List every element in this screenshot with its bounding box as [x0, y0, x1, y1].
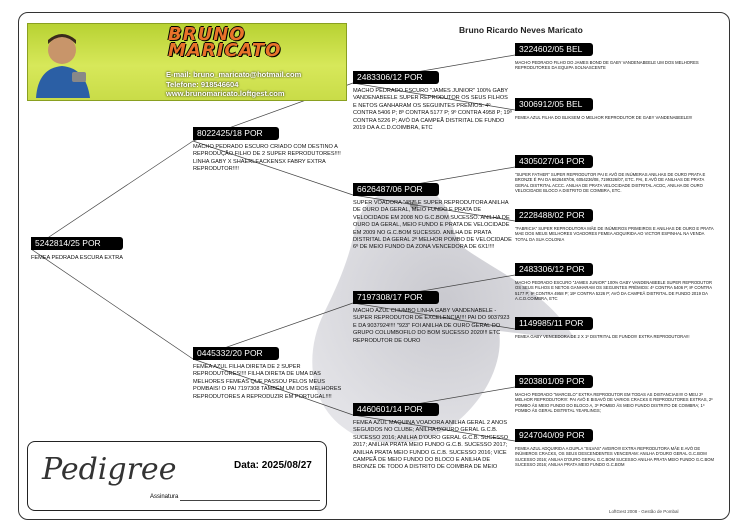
great-grandparent-description-5: MACHO PEDRADO ESCURO "JAMES JUNIOR" 100% GABY VANDENABEELE SUPER REPRODUTOR OS SEUS FILHOS E NETOS GANHARAM OS SEGUINTES PRÉMIOS: 4º CONTRA 5406 P; 8º CONTRA 5177 P; 9º CONTRA 4958 P; 19º CONTRA 5226 P; AVÓ DA CAMPEÃ DISTRITAL DE FUNDO 2019 DA A.C.D.COIMBRA, ETC [515, 280, 713, 302]
great-grandparent-description-6: FEMEA GABY VENCEDORA DE 2 X 1º DISTRITAL DE FUNDO!!! EXTRA REPRODUTORA!!! [515, 334, 690, 339]
grandparent-description-3: MACHO AZUL CHUMBO LINHA GABY VANDENABELE - SUPER REPRODUTOR DE EXCELENCIA!!!! PAI DO 9037923 E DA 9037924!!!! "923" FOI ANILHA DE OURO GERAL DO GRUPO COLUMBOFILO DO BOM SUCESSO 2020!!! ETC REPRODUTOR DE OURO [353, 308, 510, 344]
breeder-website: www.brunomaricato.loftgest.com [166, 89, 285, 98]
owner-name: Bruno Ricardo Neves Maricato [459, 25, 583, 35]
great-grandparent-description-7: MACHO PEDRADO "MARCELO" EXTRA REPRODUTOR EM TODAS AS DISTANCIAS!!!! O MEU 2º MELHOR REPRODUTOR!!!: PAI AVÔ E BISAVÔ DE VARIOS CRACKS E REPRODUTORES EXTRAS, 2º POMBO ÁS MEIO FUNDO DO BLOCO A, 3º POMBO ÁS MEIO FUNDO DISTRITO DE COIMBRA; 1º POMBO ÁS GERAL DISTRITAL YEARLINGS; [515, 392, 713, 414]
signature-label: Assinatura [150, 494, 179, 500]
great-grandparent-description-3: "SUPER FATHER" SUPER REPRODUTOR PAI E AVÔ DE INÚMERAS ANILHAS DE OURO PRATA E BRONZE É PAI DA 6626487/06, 6054236/08, 7199326/07, ETC. PAI, E AVÔ DE ANILHAS DE PRATA GERAL DISTRITAL ACCC. ANILHA DE PRATA VELOCIDADE DISTRITAL ACDC, ANILHA DE OURO VELOCIDADE BLOCO A DISTRITO DE COIMBRA, ETC. [515, 172, 706, 194]
great-grandparent-ring-8: 9247040/09 POR [515, 429, 593, 442]
software-credit: LoftGest 2008 - Gestão de Pombal [609, 509, 679, 514]
pedigree-sheet [18, 12, 730, 520]
breeder-phone: Telefone: 918546604 [166, 80, 239, 89]
sire-description: MACHO PEDRADO ESCURO CRIADO COM DESTINO A REPRODUÇÃO FILHO DE 2 SUPER REPRODUTORES!!!! LINHA GABY X SHAERLEACKENSX FABRY EXTRA REPRODUTOR!!!! [193, 144, 341, 173]
sire-ring: 8022425/18 POR [193, 127, 279, 140]
great-grandparent-description-8: FEMEA AZUL ADQUIRIDA A DUPLA "SILVAS" AVEIRO!!! EXTRA REPRODUTORA MÃE E AVÓ DE INÚMEROS CRACKS, OS SEUS DESCENDENTES VENCERAM: ANILHA D'OURO GERAL G.C.BOM SUCESSO 2016; ANILHA D'OURO GERAL G.C.BOM SUCESSO ANILHA PRATA MEIO FUNDO G.C.BOM SUCESSO 2016; ANILHA PRATA MEIO FUNDO G.C.BOM [515, 446, 714, 468]
grandparent-description-4: FEMEA AZUL MAQUINA VOADORA ANILHA GERAL 2 ANOS SEGUIDOS NO CLUBE; ANILHA D'OURO GERAL G.C.B. SUCESSO 2016; ANILHA D'OURO GERAL G.C.B. SUCESSO 2017; ANILHA PRATA MEIO FUNDO G.C.B. SUCESSO 2017; ANILHA PRATA MEIO FUNDO G.C.B. SUCESSO 2016; VICE CAMPEÃ DE MEIO FUNDO DO BLOCO E ANILHA DE BRONZE DE TODO A DISTRITO DE COIMBRA DE MEIO [353, 420, 509, 471]
subject-ring: 5242814/25 POR [31, 237, 123, 250]
great-grandparent-description-1: MACHO PEDRADO FILHO DO JAMES BOND DE GABY VANDENABEELE UM DOS MELHORES REPRODUTORES DA EQUIPA SOLNASCENTE [515, 60, 699, 71]
great-grandparent-ring-3: 4305027/04 POR [515, 155, 593, 168]
great-grandparent-ring-7: 9203801/09 POR [515, 375, 593, 388]
great-grandparent-description-2: FEMEA AZUL FILHA DO BLIKSEM O MELHOR REPRODUTOR DE GABY VANDENABEELE!!! [515, 115, 693, 120]
grandparent-ring-2: 6626487/06 POR [353, 183, 439, 196]
dam-ring: 0445332/20 POR [193, 347, 279, 360]
breeder-name-first: BRUNO [168, 24, 246, 45]
grandparent-ring-4: 4460601/14 POR [353, 403, 439, 416]
grandparent-description-2: SUPER VOADORA "487" E SUPER REPRODUTORA ANILHA DE OURO DA GERAL, MEIO FUNDO E PRATA DE VELOCIDADE EM 2008 NO G.C.BOM SUCESSO. ANILHA DE OURO DA GERAL, MEIO FUNDO E PRATA DE VELOCIDADE EM 2009 NO G.C.BOM SUCESSO. ANILHA DE PRATA DISTRITAL DA GERAL 2º MELHOR POMBO DE VELOCIDADE 6º DE MEIO FUNDO DA ZONA VENCEDORA DE 6X1!!!! [353, 200, 512, 251]
pedigree-logo: Pedigree [42, 452, 177, 487]
grandparent-ring-1: 2483306/12 POR [353, 71, 439, 84]
great-grandparent-ring-1: 3224602/05 BEL [515, 43, 593, 56]
breeder-photo-icon [32, 28, 102, 98]
great-grandparent-ring-5: 2483306/12 POR [515, 263, 593, 276]
breeder-name-last: MARICATO [168, 40, 282, 61]
great-grandparent-ring-4: 2228488/02 POR [515, 209, 593, 222]
great-grandparent-ring-2: 3006912/05 BEL [515, 98, 593, 111]
signature-line [180, 500, 320, 501]
great-grandparent-ring-6: 1149985/11 POR [515, 317, 593, 330]
breeder-banner [27, 23, 347, 101]
signature-box [27, 441, 327, 511]
grandparent-description-1: MACHO PEDRADO ESCURO "JAMES JUNIOR" 100% GABY VANDENABEELE SUPER REPRODUTOR OS SEUS FILHOS E NETOS GANHARAM OS SEGUINTES PRÉMIOS: 4º CONTRA 5406 P; 8º CONTRA 5177 P; 9º CONTRA 4958 P; 19º CONTRA 5226 P; AVÓ DA CAMPEÃ DISTRITAL DE FUNDO 2019 DA A.C.D.COIMBRA, ETC [353, 88, 512, 132]
grandparent-ring-3: 7197308/17 POR [353, 291, 439, 304]
breeder-email: E-mail: bruno_maricato@hotmail.com [166, 70, 302, 79]
great-grandparent-description-4: "FABRICIA" SUPER REPRODUTORA MÃE DE INÚMEROS PRIMEIROS E ANILHAS DE OURO E PRATA MAE DOS MEUS MELHORES VOADORES FEMEA ADQUIRIDA AO VICTOR ESPINHAL NA VENDA TOTAL DA SUA COLONIA [515, 226, 714, 242]
pedigree-date: Data: 2025/08/27 [234, 460, 312, 471]
dam-description: FEMEA AZUL FILHA DIRETA DE 2 SUPER REPRODUTORES!!!! FILHA DIRETA DE UMA DAS MELHORES FEMEAS QUE PASSOU PELOS MEUS POMBAIS! O PAI 7197308 TAMBÉM UM DOS MELHORES REPRODUTORES A REPRODUZIR EM PORTUGAL!!!! [193, 364, 342, 400]
subject-description: FEMEA PEDRADA ESCURA EXTRA [31, 255, 124, 261]
